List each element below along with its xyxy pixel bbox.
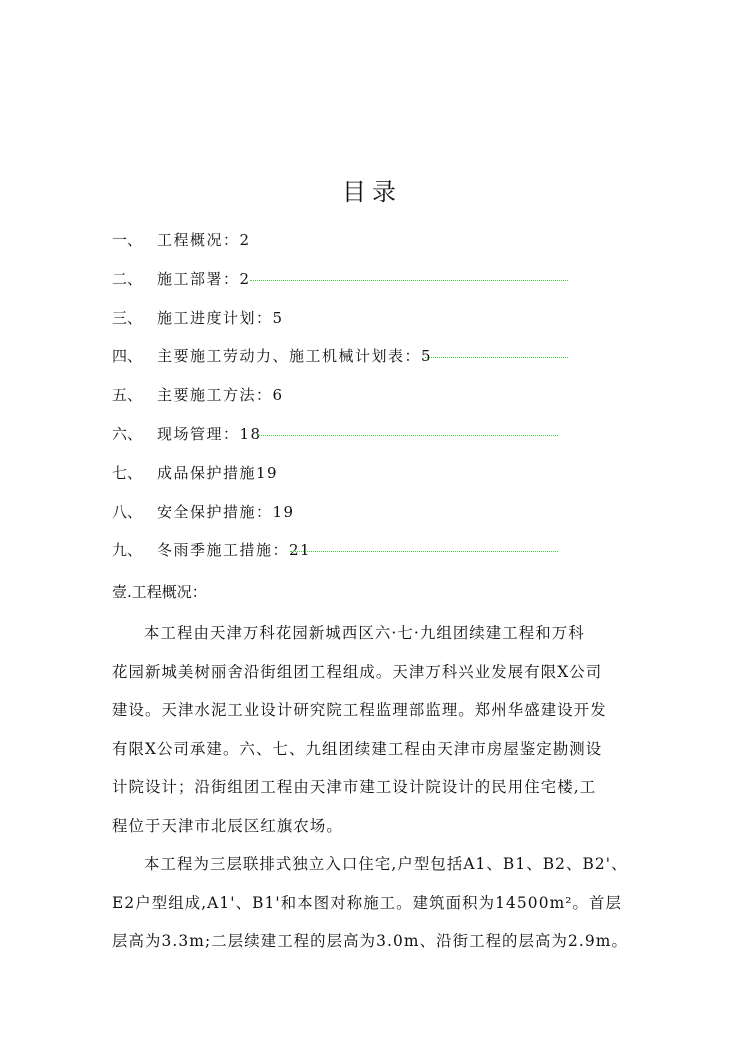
toc-number: 九、 [112, 541, 143, 560]
toc-leader [425, 357, 568, 358]
toc-text: 工程概况：2 [157, 231, 251, 249]
page-title: 目录 [342, 178, 402, 206]
text-line: E2户型组成,A1'、B1'和本图对称施工。建筑面积为14500m²。首层 [112, 893, 623, 912]
paragraph-2 [112, 852, 642, 968]
toc-text: 冬雨季施工措施：21 [157, 541, 312, 560]
toc-number: 一、 [112, 231, 143, 249]
toc-leader [290, 551, 558, 552]
toc-text: 主要施工方法：6 [157, 386, 284, 405]
text-line: 层高为3.3m;二层续建工程的层高为3.0m、沿街工程的层高为2.9m。 [112, 932, 628, 951]
toc-text: 主要施工劳动力、施工机械计划表：5 [157, 347, 433, 366]
toc-item[interactable] [112, 383, 632, 422]
toc-item[interactable] [112, 267, 632, 306]
toc-item[interactable] [112, 344, 632, 383]
toc-text: 施工部署：2 [157, 269, 251, 288]
table-of-contents [112, 228, 632, 577]
toc-text: 安全保护措施：19 [157, 502, 295, 521]
toc-text: 施工进度计划：5 [157, 308, 284, 327]
toc-number: 六、 [112, 424, 143, 443]
toc-item[interactable] [112, 306, 632, 345]
section-heading: 壹.工程概况： [112, 583, 207, 601]
toc-leader [250, 280, 568, 281]
text-line: 计院设计；沿街组团工程由天津市建工设计院设计的民用住宅楼,工 [112, 778, 597, 797]
toc-text: 成品保护措施19 [157, 463, 279, 482]
toc-item[interactable] [112, 228, 632, 267]
toc-leader [258, 435, 558, 436]
toc-number: 四、 [112, 347, 143, 366]
toc-text: 现场管理：18 [157, 424, 262, 443]
toc-number: 八、 [112, 502, 143, 521]
toc-item[interactable] [112, 500, 632, 539]
toc-number: 二、 [112, 269, 143, 288]
text-line: 花园新城美树丽舍沿街组团工程组成。天津万科兴业发展有限X公司 [112, 662, 603, 681]
toc-item[interactable] [112, 538, 632, 577]
toc-item[interactable] [112, 461, 632, 500]
toc-number: 七、 [112, 463, 143, 482]
toc-item[interactable] [112, 422, 632, 461]
toc-number: 三、 [112, 308, 143, 327]
text-line: 本工程为三层联排式独立入口住宅,户型包括A1、B1、B2、B2'、 [144, 855, 628, 873]
paragraph-1 [112, 621, 642, 853]
text-line: 程位于天津市北辰区红旗农场。 [112, 816, 343, 835]
text-line: 本工程由天津万科花园新城西区六·七·九组团续建工程和万科 [144, 624, 585, 642]
text-line: 建设。天津水泥工业设计研究院工程监理部监理。郑州华盛建设开发 [112, 701, 607, 720]
text-line: 有限X公司承建。六、七、九组团续建工程由天津市房屋鉴定勘测设 [112, 739, 603, 758]
toc-number: 五、 [112, 386, 143, 405]
